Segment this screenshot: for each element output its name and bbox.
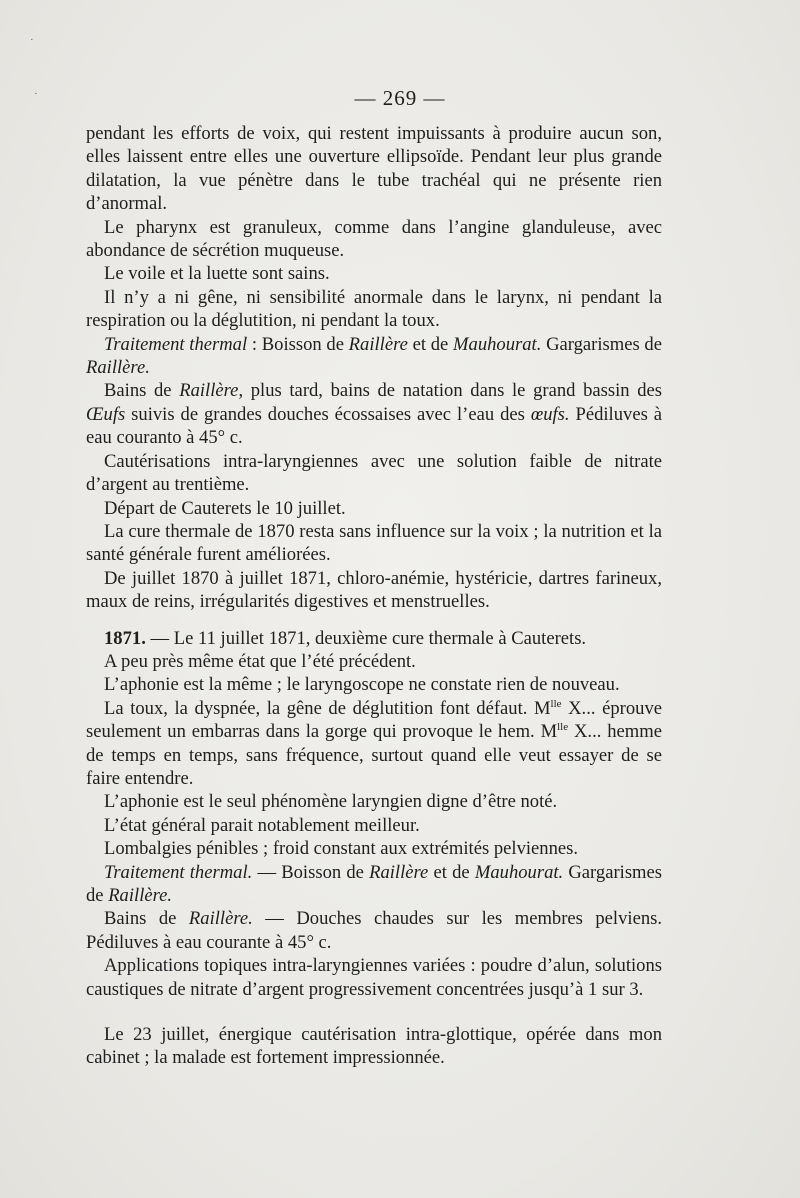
paragraph: 1871. — Le 11 juillet 1871, deuxième cure thermale à Cauterets.	[104, 627, 587, 649]
paragraph: L’aphonie est le seul phénomène laryngien digne d’être noté.	[104, 791, 558, 813]
paragraph: Il n’y a ni gêne, ni sensibilité anormale dans le larynx, ni pendant la respiration ou la déglutition, ni pendant la toux.	[86, 286, 662, 332]
scan-speck: ·	[34, 88, 38, 100]
paragraph: Bains de Raillère. — Douches chaudes sur les membres pelviens. Pédiluves à eau courante à 45° c.	[86, 908, 662, 953]
paragraph: Traitement thermal : Boisson de Raillère et de Mauhourat. Gargarismes de Raillère.	[86, 333, 662, 379]
paragraph: Traitement thermal. — Boisson de Raillère et de Mauhourat. Gargarismes de Raillère.	[86, 861, 663, 906]
scan-speck: ·	[30, 34, 34, 46]
paragraph: La cure thermale de 1870 resta sans influence sur la voix ; la nutrition et la santé générale furent améliorées.	[86, 520, 662, 566]
paragraph: Cautérisations intra-laryngiennes avec une solution faible de nitrate d’argent au trentième.	[86, 450, 662, 496]
paragraph: Lombalgies pénibles ; froid constant aux extrémités pelviennes.	[104, 838, 579, 860]
paragraph: Bains de Raillère, plus tard, bains de natation dans le grand bassin des Œufs suivis de grandes douches écossaises avec l’eau des œufs. Pédiluves à eau couranto à 45° c.	[86, 380, 662, 449]
paragraph: La toux, la dyspnée, la gêne de déglutition font défaut. $M^{lle}$ X... éprouve seulement un embarras dans la gorge qui provoque le hem. $M^{lle}$ X... hemme de temps en temps, sans fréquence, surtout quand elle veut essayer de se faire entendre.	[86, 697, 662, 789]
paragraph: Le pharynx est granuleux, comme dans l’angine glanduleuse, avec abondance de sécrétion muqueuse.	[86, 216, 662, 262]
page-number: — 269 —	[354, 86, 446, 110]
paragraph: Applications topiques intra-laryngiennes variées : poudre d’alun, solutions caustiques de nitrate d’argent progressivement concentrées jusqu’à 1 sur 3.	[86, 955, 662, 1000]
paragraph: Départ de Cauterets le 10 juillet.	[104, 497, 346, 519]
paragraph: L’état général parait notablement meilleur.	[104, 814, 420, 836]
paragraph: Le voile et la luette sont sains.	[104, 263, 330, 285]
paragraph: pendant les efforts de voix, qui restent impuissants à produire aucun son, elles laissent entre elles une ouverture ellipsoïde. Pendant leur plus grande dilatation, la vue pénètre dans le tube trachéal qui ne présente rien d’anormal.	[86, 123, 662, 215]
paragraph: A peu près même état que l’été précédent.	[104, 650, 416, 672]
paragraph: Le 23 juillet, énergique cautérisation intra-glottique, opérée dans mon cabinet ; la malade est fortement impressionnée.	[86, 1024, 662, 1069]
body-text	[86, 122, 662, 1070]
paragraph: L’aphonie est la même ; le laryngoscope ne constate rien de nouveau.	[104, 674, 620, 696]
paragraph: De juillet 1870 à juillet 1871, chloro-anémie, hystéricie, dartres farineux, maux de reins, irrégularités digestives et menstruelles.	[86, 567, 662, 613]
